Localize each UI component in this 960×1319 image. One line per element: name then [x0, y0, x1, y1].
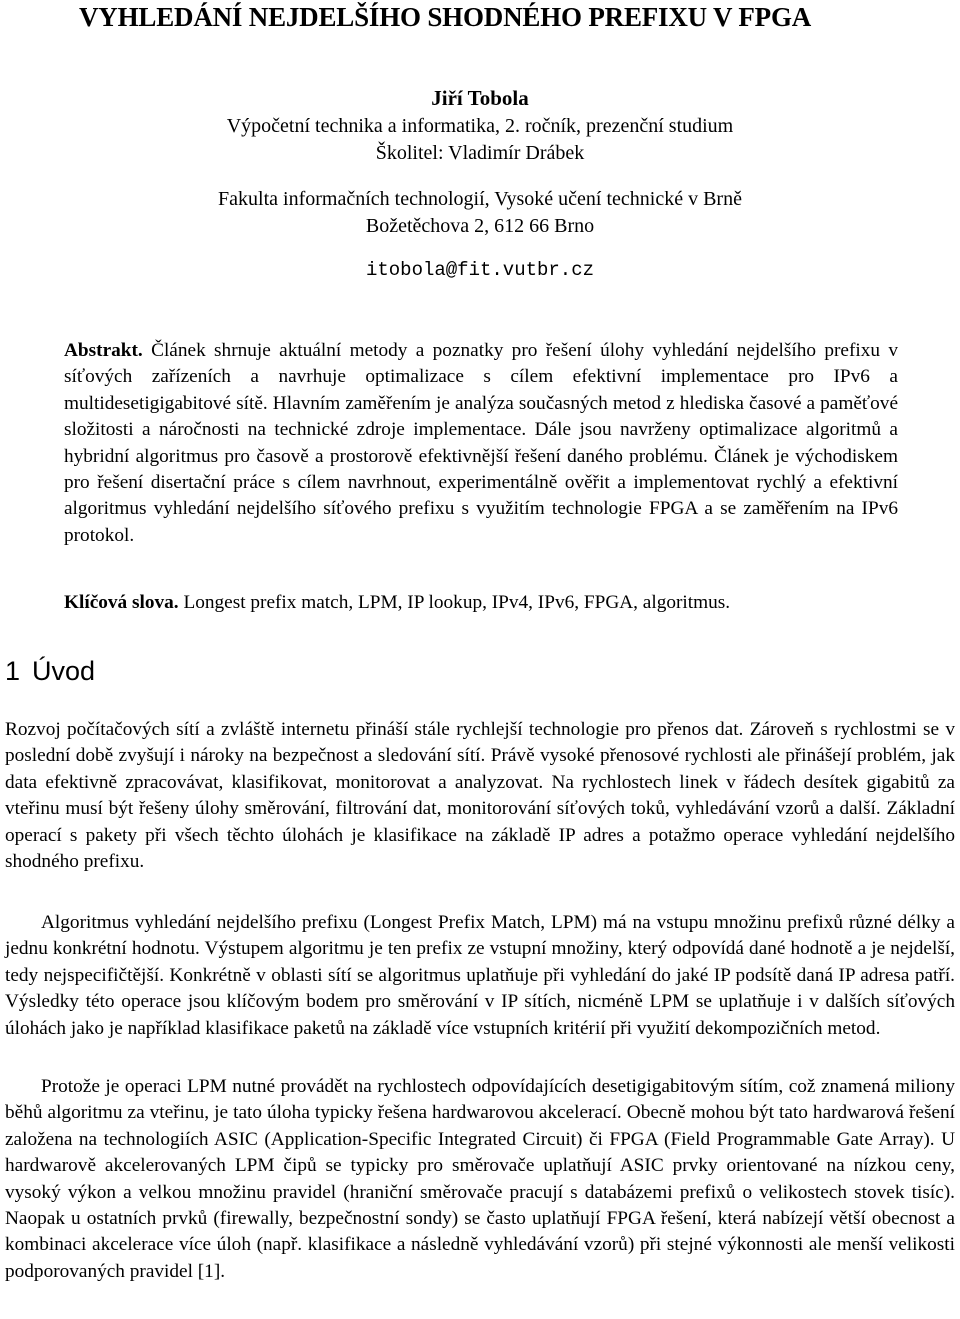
supervisor: Školitel: Vladimír Drábek [375, 142, 585, 164]
section-number: 1 [5, 656, 21, 686]
section-title: Úvod [32, 656, 96, 686]
author-email[interactable]: itobola@fit.vutbr.cz [365, 259, 595, 281]
address: Božetěchova 2, 612 66 Brno [365, 215, 595, 237]
abstract [64, 338, 898, 549]
paragraph: Algoritmus vyhledání nejdelšího prefixu (Longest Prefix Match, LPM) má na vstupu množinu prefixů různé délky a jednu konkrétní hodnotu. Výstupem algoritmu je ten prefix ze vstupní množiny, který odpovídá dané hodnotě a je nejdelší, tedy nejspecifičtější. Konkrétně v oblasti sítí se algoritmus uplatňuje při vyhledání do jaké IP podsítě daná IP adresa patří. Výsledky této operace jsou klíčovým bodem pro směrování v IP sítích, nicméně LPM se uplatňuje i v dalších síťových úlohách jako je například klasifikace paketů na základě více vstupních kritérií při využití dekompozičních metod. [5, 912, 955, 1039]
author-name: Jiří Tobola [431, 86, 529, 110]
paragraph: Rozvoj počítačových sítí a zvláště internetu přináší stále rychlejší technologie pro přenos dat. Zároveň s rychlostmi se v poslední době zvyšují i nároky na bezpečnost a sledování sítí. Právě vysoké přenosové rychlosti ale přinášejí problém, jak data efektivně zpracovávat, klasifikovat, monitorovat a analyzovat. Na rychlostech linek v řádech desítek gigabitů za vteřinu musí být řešeny úlohy směrování, filtrování dat, monitorování síťových toků, vyhledávání vzorů a další. Základní operací s pakety při všech těchto úlohách je klasifikace na základě IP adres a potažmo operace vyhledání nejdelšího shodného prefixu. [5, 719, 955, 873]
keywords-text: Longest prefix match, LPM, IP lookup, IPv4, IPv6, FPGA, algoritmus. [183, 592, 731, 613]
paper-title: VYHLEDÁNÍ NEJDELŠÍHO SHODNÉHO PREFIXU V FPGA [79, 2, 812, 32]
study-program: Výpočetní technika a informatika, 2. ročník, prezenční studium [226, 115, 734, 137]
faculty: Fakulta informačních technologií, Vysoké učení technické v Brně [218, 188, 742, 210]
abstract-text: Článek shrnuje aktuální metody a poznatky pro řešení úlohy vyhledání nejdelšího prefixu v síťových zařízeních a navrhuje optimalizace s cílem efektivní implementace pro IPv6 a multidesetigigabitové sítě. Hlavním zaměřením je analýza současných metod z hlediska časové a paměťové složitosti a náročnosti na technické zdroje implementace. Dále jsou navrženy optimalizace algoritmů a hybridní algoritmus pro časově a prostorově efektivnější řešení daného problému. Článek je východiskem pro řešení disertační práce s cílem navrhnout, experimentálně ověřit a implementovat rychlý a efektivní algoritmus vyhledání nejdelšího síťového prefixu s využitím technologie FPGA a se zaměřením na IPv6 protokol. [64, 340, 898, 546]
keywords [64, 590, 898, 616]
paragraph: Protože je operaci LPM nutné provádět na rychlostech odpovídajících desetigigabitovým sítím, což znamená miliony běhů algoritmu za vteřinu, je tato úloha typicky řešena hardwarovou akcelerací. Obecně mohou být tato hardwarová řešení založena na technologiích ASIC (Application-Specific Integrated Circuit) či FPGA (Field Programmable Gate Array). U hardwarově akcelerovaných LPM čipů se typicky pro směrovače uplatňují ASIC prvky orientované na nízkou ceny, vysoký výkon a velkou množinu pravidel (hraniční směrovače pracují s databázemi prefixů o velikostech stovek tisíc). Naopak u ostatních prvků (firewally, bezpečnostní sondy) se často uplatňují FPGA řešení, která nabízejí větší obecnost a kombinaci akcelerace více úloh (např. klasifikace a následně vyhledávání vzorů) při stejné výkonnosti ale menší velikosti podporovaných pravidel [1]. [5, 1076, 955, 1282]
abstract-label: Abstrakt. [64, 340, 143, 361]
keywords-label: Klíčová slova. [64, 592, 179, 613]
section-heading [5, 656, 95, 687]
